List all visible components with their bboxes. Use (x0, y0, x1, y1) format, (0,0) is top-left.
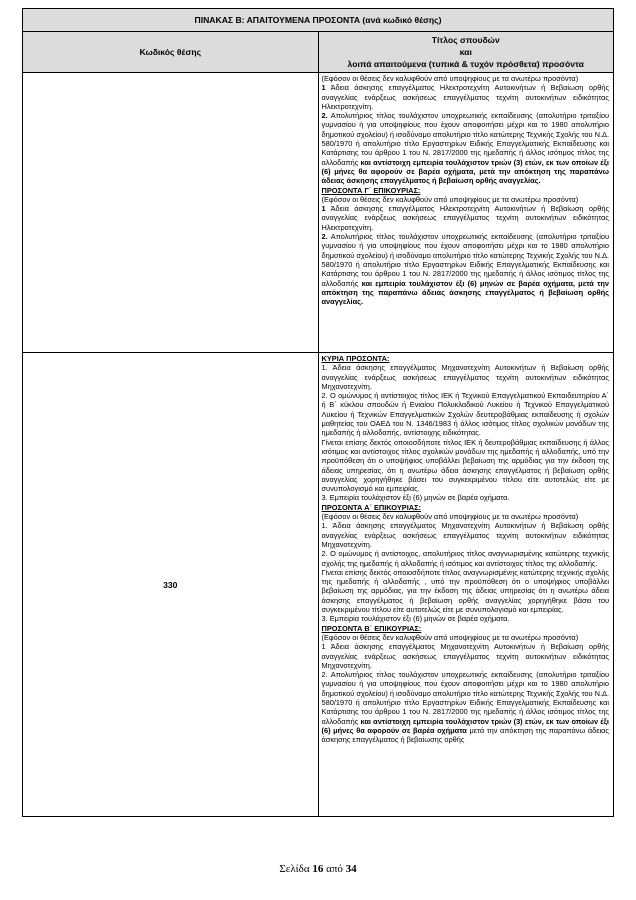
b-auxiliary-intro: (Εφόσον οι θέσεις δεν καλυφθούν από υποψηφίους με τα ανωτέρω προσόντα) (321, 74, 579, 83)
page-footer (0, 863, 636, 875)
b-auxiliary-heading: ΠΡΟΣΟΝΤΑ Β΄ ΕΠΙΚΟΥΡΙΑΣ: (321, 623, 422, 633)
position-code-header: Κωδικός θέσης (23, 32, 319, 73)
main-item-1: 1. Άδεια άσκησης επαγγέλματος Μηχανοτεχνίτη Αυτοκινήτων ή Βεβαίωση ορθής αναγγελίας ενάρξεως ασκήσεως επαγγέλματος τεχνίτη αυτοκινήτων ειδικότητας Μηχανοτεχνίτη. (321, 363, 609, 391)
item-number: 1 (321, 204, 326, 214)
qualifications-cell (318, 353, 614, 817)
a-auxiliary-note: Γίνεται επίσης δεκτός οποιοσδήποτε τίτλος αναγνωρισμένης κατώτερης τεχνικής σχολής της ημεδαπής ή αλλοδαπής , υπό την προϋπόθεση ότι ο υποψήφιος υποβάλλει βεβαίωση της αρμόδιας, για την έκδοση της άδειας υπηρεσίας ότι η ανωτέρω άδεια άσκησης επαγγέλματος ή βεβαίωση ορθής αναγγελίας χορηγήθηκε βάσει του συγκεκριμένου τίτλου είτε αυτοτελώς είτε με συνυπολογισμό και εμπειρίας. (321, 567, 609, 615)
requirements-sheet (22, 8, 614, 817)
item-text: Απολυτήριος τίτλος τουλάχιστον υποχρεωτικής εκπαίδευσης (απολυτήριο τριταξίου γυμνασίου ή για υποψηφίους που έχουν αποφοιτήσει μέχρι και το 1980 απολυτήριο δημοτικού σχολείου) ή ισοδύναμο απολυτήριο τίτλο κατώτερης Τεχνικής Σχολής του Ν.Δ. 580/1970 ή απολυτήριο τίτλο Εργαστηρίων Ειδικής Επαγγελματικής Εκπαίδευσης και Κατάρτισης του άρθρου 1 του Ν. 2817/2000 της ημεδαπής ή άλλος ισότιμος τίτλος της αλλοδαπής (321, 111, 609, 167)
b-auxiliary-item-1 (322, 83, 610, 111)
qualifications-header-line2: και (459, 47, 472, 57)
c-auxiliary-item-1 (322, 204, 610, 232)
page-number: 16 (312, 863, 324, 875)
qualifications-cell (318, 73, 614, 353)
item-number: 2. (321, 111, 328, 121)
item-number: 1 (321, 83, 326, 93)
b-auxiliary-item-2 (322, 111, 610, 185)
table-header-row (23, 32, 614, 73)
main-item-2: 2. Ο ομώνυμος ή αντίστοιχος τίτλος ΙΕΚ ή Τεχνικού Επαγγελματικού Εκπαιδευτηρίου Α΄ ή Β΄ κύκλου σπουδών ή Ενιαίου Πολυκλαδικού Λυκείου ή Τεχνικού Επαγγελματικού Λυκείου ή Τεχνικών Επαγγελματικών Σχολών δευτεροβάθμιας εκπαίδευσης ή σχολών μαθητείας του ΟΑΕΔ του Ν. 1346/1983 ή άλλος ισότιμος τίτλος σχολικών μονάδων της ημεδαπής ή αλλοδαπής, αντίστοιχης ειδικότητας. (321, 391, 609, 438)
item-text: Απολυτήριος τίτλος τουλάχιστον υποχρεωτικής εκπαίδευσης (απολυτήριο τριταξίου γυμνασίου ή για υποψηφίους που έχουν αποφοιτήσει μέχρι και το 1980 απολυτήριο δημοτικού σχολείου) ή ισοδύναμο απολυτήριο τίτλο κατώτερης Τεχνικής Σχολής του Ν.Δ. 580/1970 ή απολυτήριο τίτλο Εργαστηρίων Ειδικής Επαγγελματικής Εκπαίδευσης και Κατάρτισης του άρθρου 1 του Ν. 2817/2000 της ημεδαπής ή άλλος ισότιμος τίτλος της αλλοδαπής (321, 232, 609, 288)
main-item-3: 3. Εμπειρία τουλάχιστον έξι (6) μηνών σε βαρέα οχήματα. (321, 493, 510, 503)
c-auxiliary-heading: ΠΡΟΣΟΝΤΑ Γ΄ ΕΠΙΚΟΥΡΙΑΣ: (321, 185, 421, 195)
a-auxiliary-intro: (Εφόσον οι θέσεις δεν καλυφθούν από υποψηφίους με τα ανωτέρω προσόντα) (321, 512, 579, 522)
page-of-label: από (323, 863, 346, 875)
page-total: 34 (345, 863, 357, 875)
a-auxiliary-heading: ΠΡΟΣΟΝΤΑ Α΄ ΕΠΙΚΟΥΡΙΑΣ: (321, 502, 421, 512)
b-auxiliary-intro: (Εφόσον οι θέσεις δεν καλυφθούν από υποψηφίους με τα ανωτέρω προσόντα) (321, 632, 579, 642)
item-emphasis: και αντίστοιχη εμπειρία τουλάχιστον τριών (3) ετών, εκ των οποίων έξι (6) μήνες θα αφορούν σε βαρέα οχήματα (321, 716, 609, 735)
main-qualifications-heading: ΚΥΡΙΑ ΠΡΟΣΟΝΤΑ: (321, 354, 390, 363)
position-code-cell (23, 73, 319, 353)
a-auxiliary-item-2: 2. Ο ομώνυμος ή αντίστοιχος, απολυτήριος τίτλος αναγνωρισμένης κατώτερης τεχνικής σχολής της ημεδαπής ή αλλοδαπής ή ισότιμος και αντίστοιχος τίτλος της αλλοδαπής. (321, 549, 609, 568)
item-number: 2. (321, 232, 328, 242)
b-auxiliary-item-1: 1 Άδεια άσκησης επαγγέλματος Μηχανοτεχνίτη Αυτοκινήτων ή Βεβαίωση ορθής αναγγελίας ενάρξεως ασκήσεως επαγγέλματος τεχνίτη αυτοκινήτων ειδικότητας Μηχανοτεχνίτη. (321, 642, 609, 670)
main-note: Γίνεται επίσης δεκτός οποιοσδήποτε τίτλος ΙΕΚ ή δευτεροβάθμιας εκπαίδευσης ή άλλος ισότιμος και αντίστοιχος τίτλος σχολικών μονάδων της ημεδαπής ή αλλοδαπής, υπό την προϋπόθεση ότι ο υποψήφιος υποβάλλει βεβαίωση της αρμόδιας για την έκδοση της άδειας υπηρεσίας, ότι η ανωτέρω άδεια άσκησης επαγγέλματος ή βεβαίωση ορθής αναγγελίας χορηγήθηκε βάσει του συγκεκριμένου τίτλου είτε αυτοτελώς είτε με συνυπολογισμό και εμπειρίας. (321, 437, 609, 494)
item-text: Άδεια άσκησης επαγγέλματος Ηλεκτροτεχνίτη Αυτοκινήτων ή Βεβαίωση ορθής αναγγελίας ενάρξεως ασκήσεως επαγγέλματος τεχνίτη αυτοκινήτων ειδικότητας Ηλεκτροτεχνίτη. (321, 204, 609, 232)
b-auxiliary-item-2 (322, 670, 610, 744)
requirements-table (22, 8, 614, 817)
c-auxiliary-intro: (Εφόσον οι θέσεις δεν καλυφθούν από υποψηφίους με τα ανωτέρω προσόντα) (321, 194, 579, 204)
item-emphasis: και αντίστοιχη εμπειρία τουλάχιστον τριών (3) ετών, εκ των οποίων έξι (6) μήνες θα αφορούν σε βαρέα οχήματα, μετά την απόκτηση της παραπάνω άδειας άσκησης επαγγέλματος ή βεβαίωση ορθής αναγγελίας. (321, 157, 609, 186)
item-text-tail: μετά την απόκτηση της παραπάνω άδειας άσκησης επαγγέλματος ή βεβαίωσης ορθής (321, 725, 609, 745)
qualifications-header-line1: Τίτλος σπουδών (431, 35, 500, 45)
qualifications-header-line3: λοιπά απαιτούμενα (τυπικά & τυχόν πρόσθετα) προσόντα (347, 59, 584, 69)
a-auxiliary-item-1: 1. Άδεια άσκησης επαγγέλματος Μηχανοτεχνίτη Αυτοκινήτων ή Βεβαίωση ορθής αναγγελίας ενάρξεως ασκήσεως επαγγέλματος τεχνίτη αυτοκινήτων ειδικότητας Μηχανοτεχνίτη. (321, 521, 609, 549)
qualifications-header (318, 32, 614, 73)
table-row (23, 73, 614, 353)
table-row (23, 353, 614, 817)
c-auxiliary-item-2 (322, 232, 610, 306)
table-title: ΠΙΝΑΚΑΣ Β: ΑΠΑΙΤΟΥΜΕΝΑ ΠΡΟΣΟΝΤΑ (ανά κωδικό θέσης) (23, 9, 614, 32)
table-title-row (23, 9, 614, 32)
item-emphasis: και εμπειρία τουλάχιστον έξι (6) μηνών σε βαρέα οχήματα, μετά την απόκτηση της παραπάνω άδειας άσκησης επαγγέλματος ή βεβαίωση ορθής αναγγελίας. (321, 278, 609, 307)
item-text: 2. Απολυτήριος τίτλος τουλάχιστον υποχρεωτικής εκπαίδευσης (απολυτήριο τριταξίου γυμνασίου ή για υποψηφίους που έχουν αποφοιτήσει μέχρι και το 1980 απολυτήριο δημοτικού σχολείου) ή ισοδύναμο απολυτήριο τίτλο κατώτερης Τεχνικής Σχολής του Ν.Δ. 580/1970 ή απολυτήριο τίτλο Εργαστηρίων Ειδικής Επαγγελματικής Εκπαίδευσης και Κατάρτισης του άρθρου 1 του Ν. 2817/2000 της ημεδαπής ή άλλος ισότιμος τίτλος της αλλοδαπής (321, 670, 609, 726)
position-code-cell: 330 (23, 353, 319, 817)
page-label: Σελίδα (279, 863, 313, 875)
item-text: Άδεια άσκησης επαγγέλματος Ηλεκτροτεχνίτη Αυτοκινήτων ή Βεβαίωση ορθής αναγγελίας ενάρξεως ασκήσεως επαγγέλματος τεχνίτη αυτοκινήτων ειδικότητας Ηλεκτροτεχνίτη. (321, 83, 609, 111)
a-auxiliary-item-3: 3. Εμπειρία τουλάχιστον έξι (6) μηνών σε βαρέα οχήματα. (321, 614, 510, 624)
